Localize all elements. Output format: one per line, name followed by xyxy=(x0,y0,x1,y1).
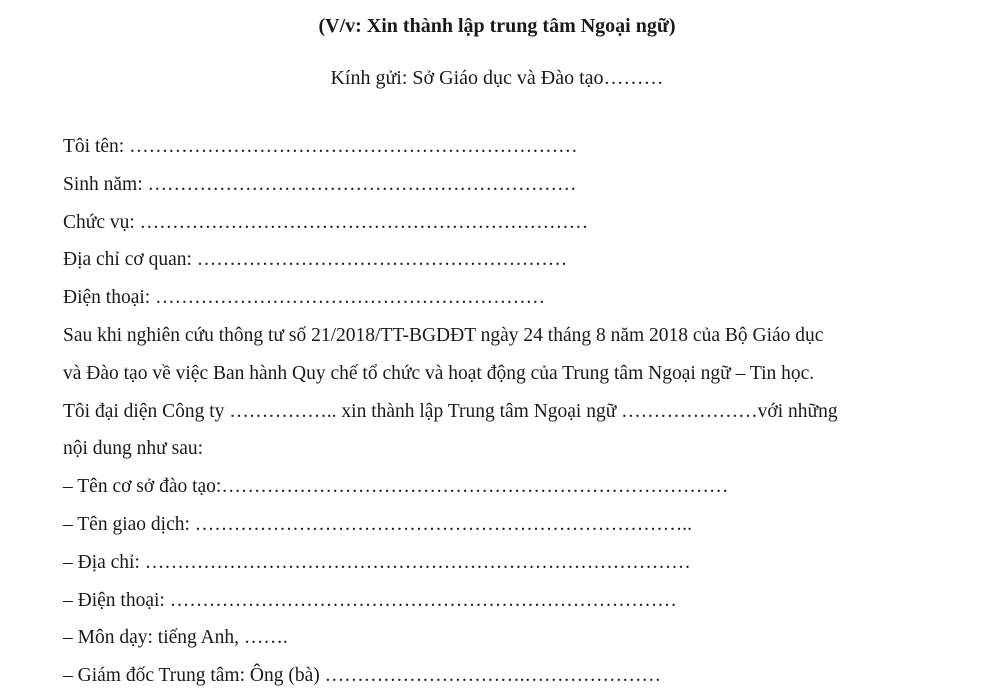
document-title: (V/v: Xin thành lập trung tâm Ngoại ngữ) xyxy=(318,15,676,37)
document-body xyxy=(63,128,983,695)
trade-name-line: – Tên giao dịch: ………………………………………………………………….. xyxy=(63,513,693,535)
address-line: – Địa chỉ: ………………………………………………………………………… xyxy=(63,551,691,573)
recipient-line: Kính gửi: Sở Giáo dục và Đào tạo……… xyxy=(330,67,664,89)
position-field-line: Chức vụ: …………………………………………………………… xyxy=(63,211,589,233)
birth-year-field-line: Sinh năm: ………………………………………………………… xyxy=(63,173,577,195)
phone-field-line: Điện thoại: …………………………………………………… xyxy=(63,287,546,309)
paragraph-line: nội dung như sau: xyxy=(63,438,204,460)
paragraph-line: Tôi đại diện Công ty …………….. xin thành lập Trung tâm Ngoại ngữ …………………với những xyxy=(63,400,838,422)
training-facility-name-line: – Tên cơ sở đào tạo:…………………………………………………………………… xyxy=(63,476,729,498)
center-phone-line: – Điện thoại: …………………………………………………………………… xyxy=(63,589,677,611)
paragraph-line: Sau khi nghiên cứu thông tư số 21/2018/TT-BGDĐT ngày 24 tháng 8 năm 2018 của Bộ Giáo dục xyxy=(63,324,824,346)
paragraph-line: và Đào tạo về việc Ban hành Quy chế tổ chức và hoạt động của Trung tâm Ngoại ngữ – Tin học. xyxy=(63,362,815,384)
name-field-line: Tôi tên: …………………………………………………………… xyxy=(63,136,578,157)
center-director-line: – Giám đốc Trung tâm: Ông (bà) ………………………….………………… xyxy=(63,665,661,687)
office-address-field-line: Địa chỉ cơ quan: ………………………………………………… xyxy=(63,249,568,271)
subjects-line: – Môn dạy: tiếng Anh, ……. xyxy=(63,627,288,649)
